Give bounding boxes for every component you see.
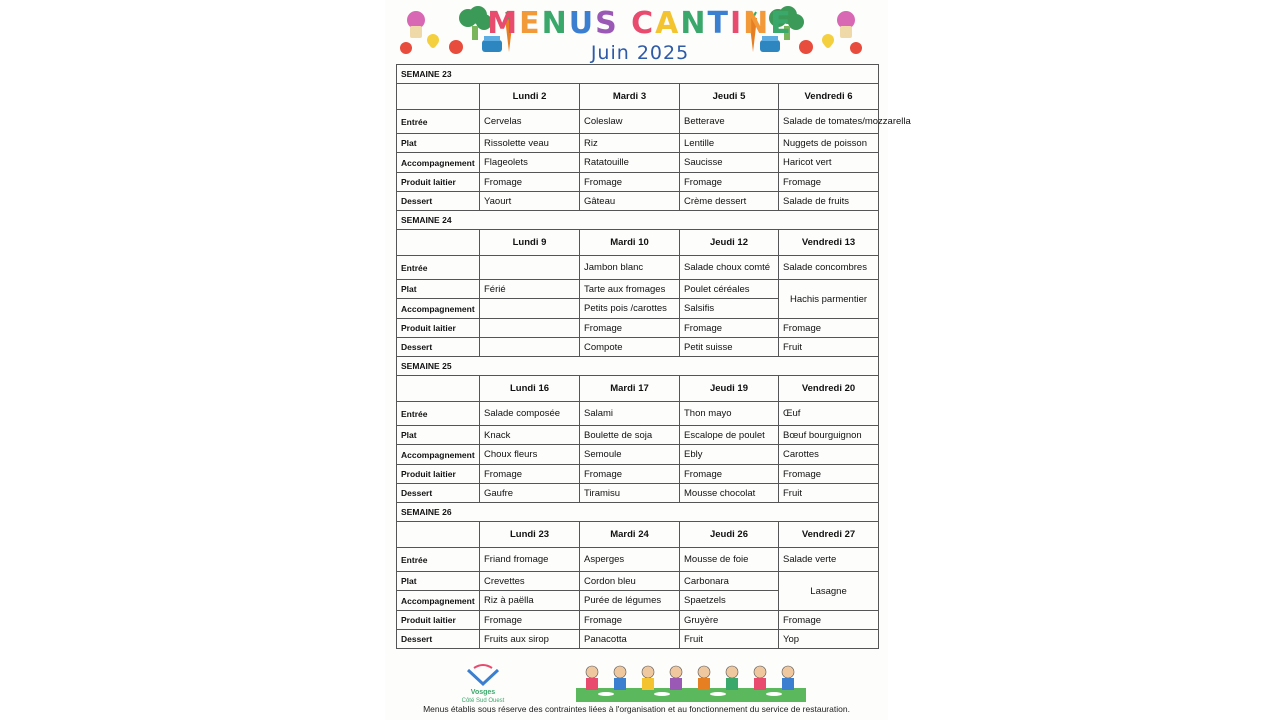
menu-cell: Flageolets xyxy=(480,153,580,173)
day-header: Jeudi 12 xyxy=(680,230,779,256)
corner-cell xyxy=(397,84,480,110)
day-header: Jeudi 19 xyxy=(680,376,779,402)
category-label: Dessert xyxy=(397,338,480,357)
menu-cell: Fromage xyxy=(680,465,779,484)
menu-cell: Fruits aux sirop xyxy=(480,630,580,649)
menu-cell: Salade choux comté xyxy=(680,256,779,280)
menu-cell: Choux fleurs xyxy=(480,445,580,465)
menu-cell: Escalope de poulet xyxy=(680,426,779,445)
day-header: Mardi 3 xyxy=(580,84,680,110)
table-row xyxy=(397,465,879,484)
menu-cell: Fromage xyxy=(480,465,580,484)
table-row xyxy=(397,153,879,173)
table-row xyxy=(397,256,879,280)
menu-cell: Fruit xyxy=(779,484,879,503)
day-header: Lundi 23 xyxy=(480,522,580,548)
menu-cell: Nuggets de poisson xyxy=(779,134,879,153)
corner-cell xyxy=(397,376,480,402)
menu-cell: Carbonara xyxy=(680,572,779,591)
logo-line1: Vosges xyxy=(470,689,496,696)
category-label: Produit laitier xyxy=(397,173,480,192)
menu-cell xyxy=(480,256,580,280)
menu-cell: Thon mayo xyxy=(680,402,779,426)
menu-cell: Fromage xyxy=(779,465,879,484)
week-label: SEMAINE 24 xyxy=(397,211,879,230)
menu-cell: Lentille xyxy=(680,134,779,153)
day-header: Jeudi 5 xyxy=(680,84,779,110)
menu-cell: Salami xyxy=(580,402,680,426)
menu-cell: Fromage xyxy=(680,173,779,192)
day-header: Lundi 9 xyxy=(480,230,580,256)
day-header: Mardi 10 xyxy=(580,230,680,256)
menu-cell: Asperges xyxy=(580,548,680,572)
menu-cell: Ratatouille xyxy=(580,153,680,173)
menu-table xyxy=(396,64,911,649)
menu-cell: Gaufre xyxy=(480,484,580,503)
category-label: Dessert xyxy=(397,484,480,503)
menu-cell: Fromage xyxy=(480,173,580,192)
menu-cell: Fromage xyxy=(779,173,879,192)
category-label: Entrée xyxy=(397,402,480,426)
menu-cell: Spaetzels xyxy=(680,591,779,611)
menu-cell: Fromage xyxy=(480,611,580,630)
menu-cell: Fromage xyxy=(580,173,680,192)
menu-cell: Bœuf bourguignon xyxy=(779,426,879,445)
menu-cell: Mousse de foie xyxy=(680,548,779,572)
menu-cell: Salade concombres xyxy=(779,256,879,280)
category-label: Accompagnement xyxy=(397,299,480,319)
category-label: Entrée xyxy=(397,256,480,280)
menu-cell xyxy=(480,338,580,357)
category-label: Plat xyxy=(397,280,480,299)
table-row xyxy=(397,338,879,357)
table-row xyxy=(397,110,879,134)
menu-cell: Gruyère xyxy=(680,611,779,630)
menu-cell: Mousse chocolat xyxy=(680,484,779,503)
category-label: Plat xyxy=(397,134,480,153)
title-letter: N xyxy=(680,6,708,41)
menu-cell: Panacotta xyxy=(580,630,680,649)
title-letter: I xyxy=(729,6,744,41)
menu-cell: Fruit xyxy=(680,630,779,649)
menu-cell: Riz xyxy=(580,134,680,153)
menu-cell: Fruit xyxy=(779,338,879,357)
table-row xyxy=(397,319,879,338)
table-row xyxy=(397,611,879,630)
corner-cell xyxy=(397,522,480,548)
table-row xyxy=(397,280,879,299)
title-letter: N xyxy=(541,6,569,41)
table-row xyxy=(397,630,879,649)
menu-cell: Fromage xyxy=(680,319,779,338)
table-row xyxy=(397,402,879,426)
category-label: Accompagnement xyxy=(397,153,480,173)
menu-cell: Gâteau xyxy=(580,192,680,211)
menu-cell: Salsifis xyxy=(680,299,779,319)
menu-cell: Cervelas xyxy=(480,110,580,134)
category-label: Produit laitier xyxy=(397,319,480,338)
menu-cell: Crevettes xyxy=(480,572,580,591)
menu-cell: Betterave xyxy=(680,110,779,134)
table-row xyxy=(397,173,879,192)
day-header: Vendredi 6 xyxy=(779,84,879,110)
page-subtitle: Juin 2025 xyxy=(590,42,690,64)
menu-cell: Lasagne xyxy=(779,572,879,611)
menu-cell: Petit suisse xyxy=(680,338,779,357)
menu-cell: Salade de tomates/mozzarella xyxy=(779,110,879,134)
table-row xyxy=(397,572,879,591)
menu-cell: Ebly xyxy=(680,445,779,465)
menu-cell: Fromage xyxy=(779,319,879,338)
menu-cell: Petits pois /carottes xyxy=(580,299,680,319)
week-row xyxy=(397,503,879,522)
menu-cell: Knack xyxy=(480,426,580,445)
table-row xyxy=(397,426,879,445)
menu-cell: Hachis parmentier xyxy=(779,280,879,319)
title-letter: E xyxy=(519,6,542,41)
title-letter: M xyxy=(487,6,520,41)
menu-cell xyxy=(480,299,580,319)
week-label: SEMAINE 25 xyxy=(397,357,879,376)
category-label: Entrée xyxy=(397,548,480,572)
category-label: Accompagnement xyxy=(397,591,480,611)
children-illustration-icon xyxy=(576,664,806,702)
menu-cell: Boulette de soja xyxy=(580,426,680,445)
day-header-row xyxy=(397,522,879,548)
category-label: Produit laitier xyxy=(397,611,480,630)
logo-line2: Côté Sud Ouest xyxy=(461,698,505,704)
title-letter: S xyxy=(595,6,619,41)
menu-cell: Friand fromage xyxy=(480,548,580,572)
menu-cell: Tarte aux fromages xyxy=(580,280,680,299)
day-header-row xyxy=(397,230,879,256)
day-header-row xyxy=(397,84,879,110)
menu-cell xyxy=(480,319,580,338)
menu-cell: Salade verte xyxy=(779,548,879,572)
category-label: Produit laitier xyxy=(397,465,480,484)
menu-cell: Carottes xyxy=(779,445,879,465)
week-row xyxy=(397,211,879,230)
menu-cell: Fromage xyxy=(580,465,680,484)
menu-cell: Haricot vert xyxy=(779,153,879,173)
menu-cell: Poulet céréales xyxy=(680,280,779,299)
title-letter: C xyxy=(631,6,656,41)
day-header: Jeudi 26 xyxy=(680,522,779,548)
title-letter: U xyxy=(568,6,596,41)
menu-cell: Yop xyxy=(779,630,879,649)
category-label: Dessert xyxy=(397,630,480,649)
menu-cell: Tiramisu xyxy=(580,484,680,503)
title-letter: N xyxy=(743,6,771,41)
menu-cell: Purée de légumes xyxy=(580,591,680,611)
page-title xyxy=(0,6,1280,41)
week-label: SEMAINE 26 xyxy=(397,503,879,522)
day-header: Vendredi 13 xyxy=(779,230,879,256)
menu-cell: Rissolette veau xyxy=(480,134,580,153)
menu-cell: Cordon bleu xyxy=(580,572,680,591)
title-letter: T xyxy=(707,6,730,41)
menu-cell: Riz à paëlla xyxy=(480,591,580,611)
menu-cell: Saucisse xyxy=(680,153,779,173)
title-letter: A xyxy=(655,6,681,41)
menu-cell: Jambon blanc xyxy=(580,256,680,280)
table-row xyxy=(397,484,879,503)
menu-cell: Fromage xyxy=(580,611,680,630)
menu-cell: Crème dessert xyxy=(680,192,779,211)
day-header: Vendredi 27 xyxy=(779,522,879,548)
menu-cell: Compote xyxy=(580,338,680,357)
day-header-row xyxy=(397,376,879,402)
title-letter: E xyxy=(770,6,793,41)
menu-cell: Semoule xyxy=(580,445,680,465)
day-header: Mardi 17 xyxy=(580,376,680,402)
menu-cell: Yaourt xyxy=(480,192,580,211)
menu-cell: Salade composée xyxy=(480,402,580,426)
day-header: Vendredi 20 xyxy=(779,376,879,402)
menu-cell: Œuf xyxy=(779,402,879,426)
title-letter xyxy=(619,6,631,41)
menu-cell: Fromage xyxy=(779,611,879,630)
category-label: Accompagnement xyxy=(397,445,480,465)
table-row xyxy=(397,445,879,465)
day-header: Lundi 16 xyxy=(480,376,580,402)
week-row xyxy=(397,357,879,376)
table-row xyxy=(397,192,879,211)
menu-cell: Coleslaw xyxy=(580,110,680,134)
footer-note: Menus établis sous réserve des contraintes liées à l'organisation et au fonctionnement du service de restauration. xyxy=(423,704,850,714)
table-row xyxy=(397,548,879,572)
logo-icon xyxy=(458,664,508,704)
category-label: Plat xyxy=(397,572,480,591)
week-label: SEMAINE 23 xyxy=(397,65,879,84)
category-label: Dessert xyxy=(397,192,480,211)
corner-cell xyxy=(397,230,480,256)
category-label: Plat xyxy=(397,426,480,445)
day-header: Mardi 24 xyxy=(580,522,680,548)
menu-cell: Férié xyxy=(480,280,580,299)
table-row xyxy=(397,134,879,153)
week-row xyxy=(397,65,879,84)
menu-cell: Salade de fruits xyxy=(779,192,879,211)
day-header: Lundi 2 xyxy=(480,84,580,110)
menu-cell: Fromage xyxy=(580,319,680,338)
category-label: Entrée xyxy=(397,110,480,134)
